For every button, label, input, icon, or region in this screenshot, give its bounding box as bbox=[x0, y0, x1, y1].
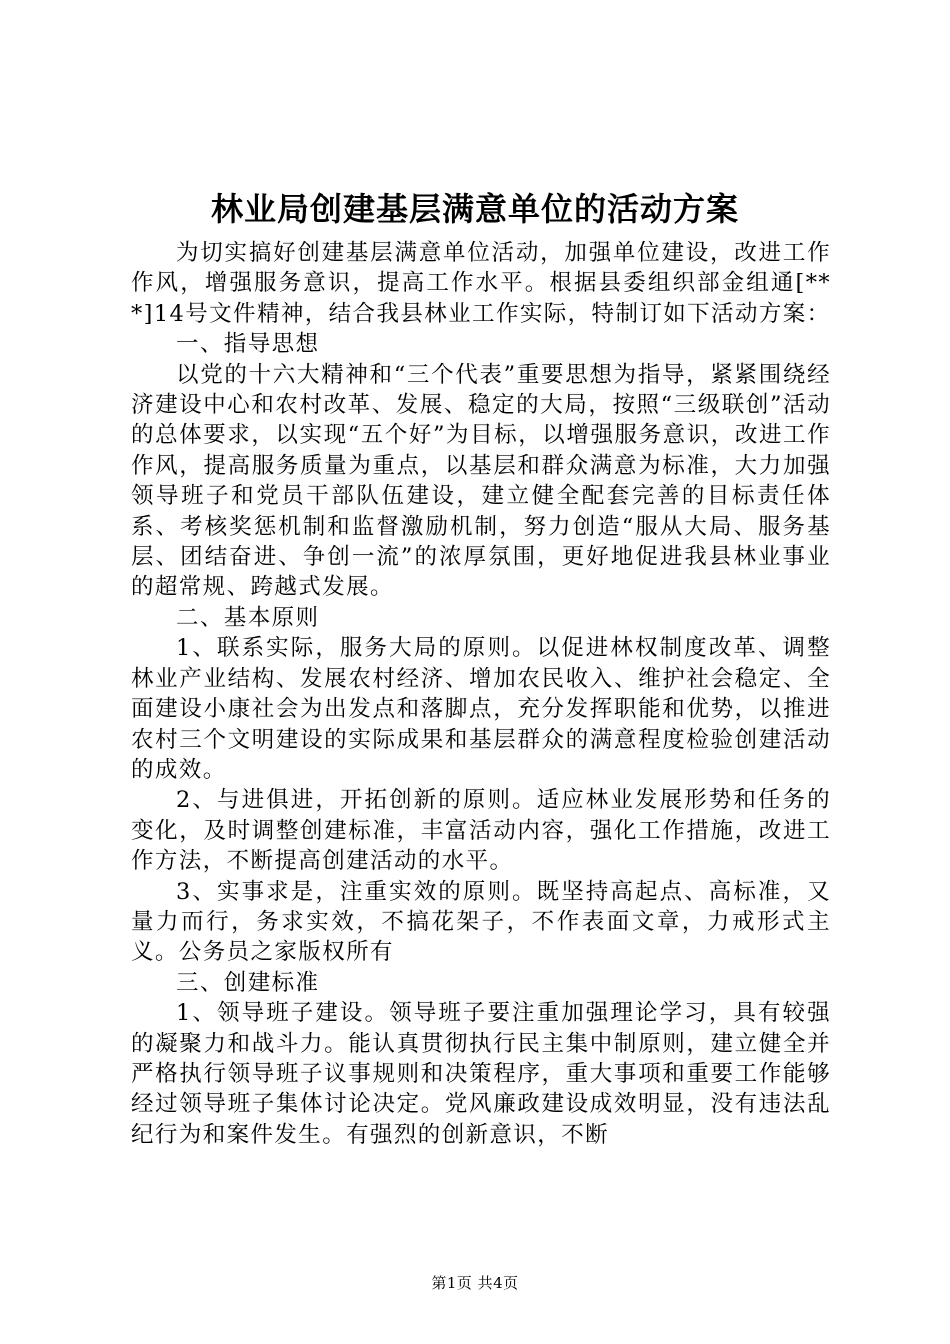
section-heading-standards: 三、创建标准 bbox=[176, 969, 320, 996]
page-number-footer: 第1页 共4页 bbox=[431, 1274, 519, 1292]
guiding-ideology-paragraph: 以党的十六大精神和“三个代表”重要思想为指导，紧紧围绕经济建设中心和农村改革、发展、稳定的大局，按照“三级联创”活动的总体要求，以实现“五个好”为目标，以增强服务意识，改进工作作风，提高服务质量为重点，以基层和群众满意为标准，大力加强领导班子和党员干部队伍建设，建立健全配套完善的目标责任体系、考核奖惩机制和监督激励机制，努力创造“服从大局、服务基层、团结奋进、争创一流”的浓厚氛围，更好地促进我县林业事业的超常规、跨越式发展。 bbox=[131, 361, 831, 601]
section-heading-guiding-ideology: 一、指导思想 bbox=[176, 331, 320, 358]
principle-1-paragraph: 1、联系实际，服务大局的原则。以促进林权制度改革、调整林业产业结构、发展农村经济、增加农民收入、维护社会稳定、全面建设小康社会为出发点和落脚点，充分发挥职能和优势，以推进农村三个文明建设的实际成果和基层群众的满意程度检验创建活动的成效。 bbox=[131, 635, 831, 783]
document-title: 林业局创建基层满意单位的活动方案 bbox=[210, 190, 739, 228]
intro-paragraph: 为切实搞好创建基层满意单位活动，加强单位建设，改进工作作风，增强服务意识，提高工作水平。根据县委组织部金组通[***]14号文件精神，结合我县林业工作实际，特制订如下活动方案： bbox=[131, 240, 831, 327]
principle-2-paragraph: 2、与进俱进，开拓创新的原则。适应林业发展形势和任务的变化，及时调整创建标准，丰富活动内容，强化工作措施，改进工作方法，不断提高创建活动的水平。 bbox=[131, 787, 831, 875]
section-heading-basic-principles: 二、基本原则 bbox=[176, 604, 320, 631]
principle-3-paragraph: 3、实事求是，注重实效的原则。既坚持高起点、高标准，又量力而行，务求实效，不搞花架子，不作表面文章，力戒形式主义。公务员之家版权所有 bbox=[131, 878, 831, 966]
standard-1-paragraph: 1、领导班子建设。领导班子要注重加强理论学习，具有较强的凝聚力和战斗力。能认真贯彻执行民主集中制原则，建立健全并严格执行领导班子议事规则和决策程序，重大事项和重要工作能够经过领导班子集体讨论决定。党风廉政建设成效明显，没有违法乱纪行为和案件发生。有强烈的创新意识，不断 bbox=[131, 1000, 831, 1148]
document-body bbox=[131, 238, 831, 1150]
